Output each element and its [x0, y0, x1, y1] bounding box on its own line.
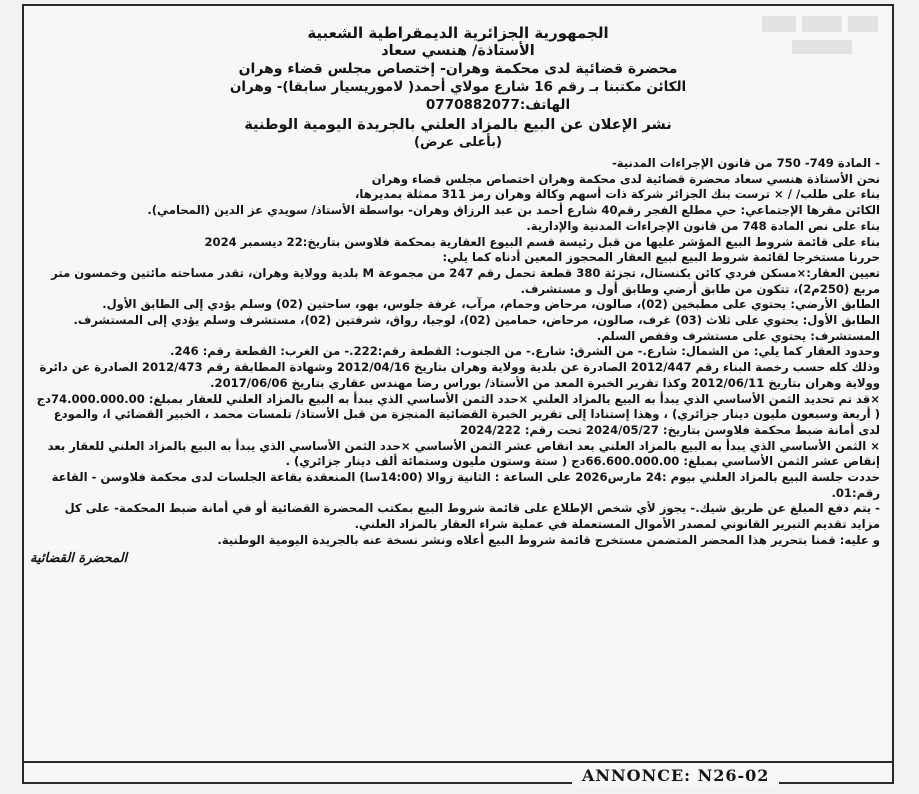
- applicant-paragraph: بناء على طلب/ / × ترست بنك الجزائر شركة ذات أسهم وكالة وهران رمز 311 ممثلة بمديرها،: [354, 187, 880, 202]
- property-boundaries: وحدود العقار كما يلي: من الشمال: شارع.- من الشرق: شارع.- من الجنوب: القطعة رقم:222.- من الغرب: القطعة رقم: 246.: [170, 344, 880, 359]
- property-description: تعيين العقار:×مسكن فردي كائن بكنستال، تجزئة 380 قطعة تحمل رقم 247 من مجموعة M بلدية وولاية وهران، تقدر مساحته مائتين وخمسون متر مربع (250م2)، تتكون من طابق أرضي وطابق أول و مستشرف.: [51, 265, 880, 296]
- conditions-list-reference: بناء على قائمة شروط البيع المؤشر عليها من قبل رئيسة قسم البيوع العقارية بمحكمة فلاوسن بتاريخ:22 ديسمبر 2024: [204, 234, 880, 249]
- announcement-title: نشر الإعلان عن البيع بالمزاد العلني بالجريدة اليومية الوطنية: [244, 117, 672, 133]
- auction-session-paragraph: حددت جلسة البيع بالمزاد العلني بيوم :24 مارس2026 على الساعة : الثانية زوالا (14:00سا) المنعقدة بقاعة الجلسات لدى محكمة فلاوسن - القاعة رقم:01.: [51, 470, 880, 500]
- extract-statement: حررنا مستخرجا لقائمة شروط البيع لبيع العقار المحجوز المعين أدناه كما يلي:: [442, 250, 880, 265]
- first-floor-description: الطابق الأول: يحتوي على ثلاث (03) غرف، صالون، مرحاض، حمامين (02)، لوجيا، رواق، شرفتين (02)، مستشرف وسلم يؤدي إلى المستشرف. المستشرف: يحتوي على مستشرف وقفص السلم.: [73, 313, 880, 343]
- announcement-body: [24, 152, 892, 549]
- permits-paragraph: وذلك كله حسب رخصة البناء رقم 2012/447 الصادرة عن بلدية وولاية وهران بتاريخ 2012/04/16 وشهادة المطابقة رقم 2012/473 الصادرة عن دائرة وولاية وهران بتاريخ 2012/06/11 وكذا تقرير الخبرة المعد من الأستاذ/ بوراس رضا مهندس عقاري بتاريخ 2017/06/06.: [39, 360, 880, 390]
- base-price-paragraph: ×قد تم تحديد الثمن الأساسي الذي يبدأ به البيع بالمزاد العلني ×حدد الثمن الأساسي الذي يبدأ به البيع بالمزاد العلني للعقار بمبلغ: 74.000.000.00دج ( أربعة وسبعون مليون دينار جزائري) ، وهذا إستنادا إلى تقرير الخبرة القضائية المنجزة من قبل الأستاذ/ تلمسات محمد ، الخبير القضائي ا، والمودع لدى أمانة ضبط محكمة فلاوسن بتاريخ: 2024/05/27 تحت رقم: 2024/222: [36, 391, 880, 437]
- signature-label: المحضرة القضائية: [30, 550, 128, 566]
- republic-title: الجمهورية الجزائرية الديمقراطية الشعبية: [307, 24, 609, 42]
- payment-terms-paragraph: - يتم دفع المبلغ عن طريق شيك.- يجوز لأي شخص الإطلاع على قائمة شروط البيع بمكتب المحضرة القضائية أو في أمانة ضبط المحكمة- على كل مزايد تقديم التبرير القانوني لمصدر الأموال المستعملة في عملية شراء العقار بالمزاد العلني.: [64, 501, 880, 532]
- reduced-price-paragraph: × الثمن الأساسي الذي يبدأ به البيع بالمزاد العلني بعد انقاص عشر الثمن الأساسي ×حدد الثمن الأساسي الذي يبدأ به البيع بالمزاد العلني للعقار بعد إنقاص عشر الثمن الأساسي بمبلغ: 66.600.000.00دج ( ستة وستون مليون وستمائة ألف دينار جزائري) .: [47, 438, 880, 469]
- bottom-rule: [24, 761, 892, 763]
- lawyer-name: الأستاذة/ هنسي سعاد: [381, 43, 535, 59]
- announcement-frame: [22, 4, 894, 784]
- bailiff-statement: نحن الأستاذة هنسي سعاد محضرة قضائية لدى محكمة وهران اختصاص مجلس قضاء وهران: [371, 171, 880, 186]
- phone-line: الهاتف:0770882077: [425, 97, 571, 113]
- applicant-address: الكائن مقرها الإجتماعي: حي مطلع الفجر رقم40 شارع أحمد بن عبد الرزاق وهران- بواسطة الأستاذ/ سويدي عز الدين (المحامي).: [147, 203, 880, 218]
- address-line: الكائن مكتبنا بـ رقم 16 شارع مولاي أحمد( لاموريسيار سابقا)- وهران: [229, 79, 687, 95]
- legal-basis: بناء على نص المادة 748 من قانون الإجراءات المدنية والإدارية.: [526, 218, 880, 233]
- ground-floor-description: الطابق الأرضي: يحتوي على مطبخين (02)، صالون، مرحاض وحمام، مرآب، غرفة جلوس، بهو، ساحتين (02) وسلم يؤدي إلى الطابق الأول.: [102, 297, 880, 312]
- article-reference: - المادة 749- 750 من قانون الإجراءات المدنية-: [611, 156, 880, 170]
- closing-paragraph: و عليه: قمنا بتحرير هذا المحضر المتضمن مستخرج قائمة شروط البيع أعلاه ونشر نسخة عنه بالجريدة اليومية الوطنية.: [217, 532, 880, 547]
- office-line: محضرة قضائية لدى محكمة وهران- إختصاص مجلس قضاء وهران: [238, 61, 678, 77]
- faint-background-text: [702, 6, 892, 66]
- announcement-number: ANNONCE: N26-02: [572, 766, 779, 785]
- announcement-subtitle: (بأعلى عرض): [414, 135, 502, 150]
